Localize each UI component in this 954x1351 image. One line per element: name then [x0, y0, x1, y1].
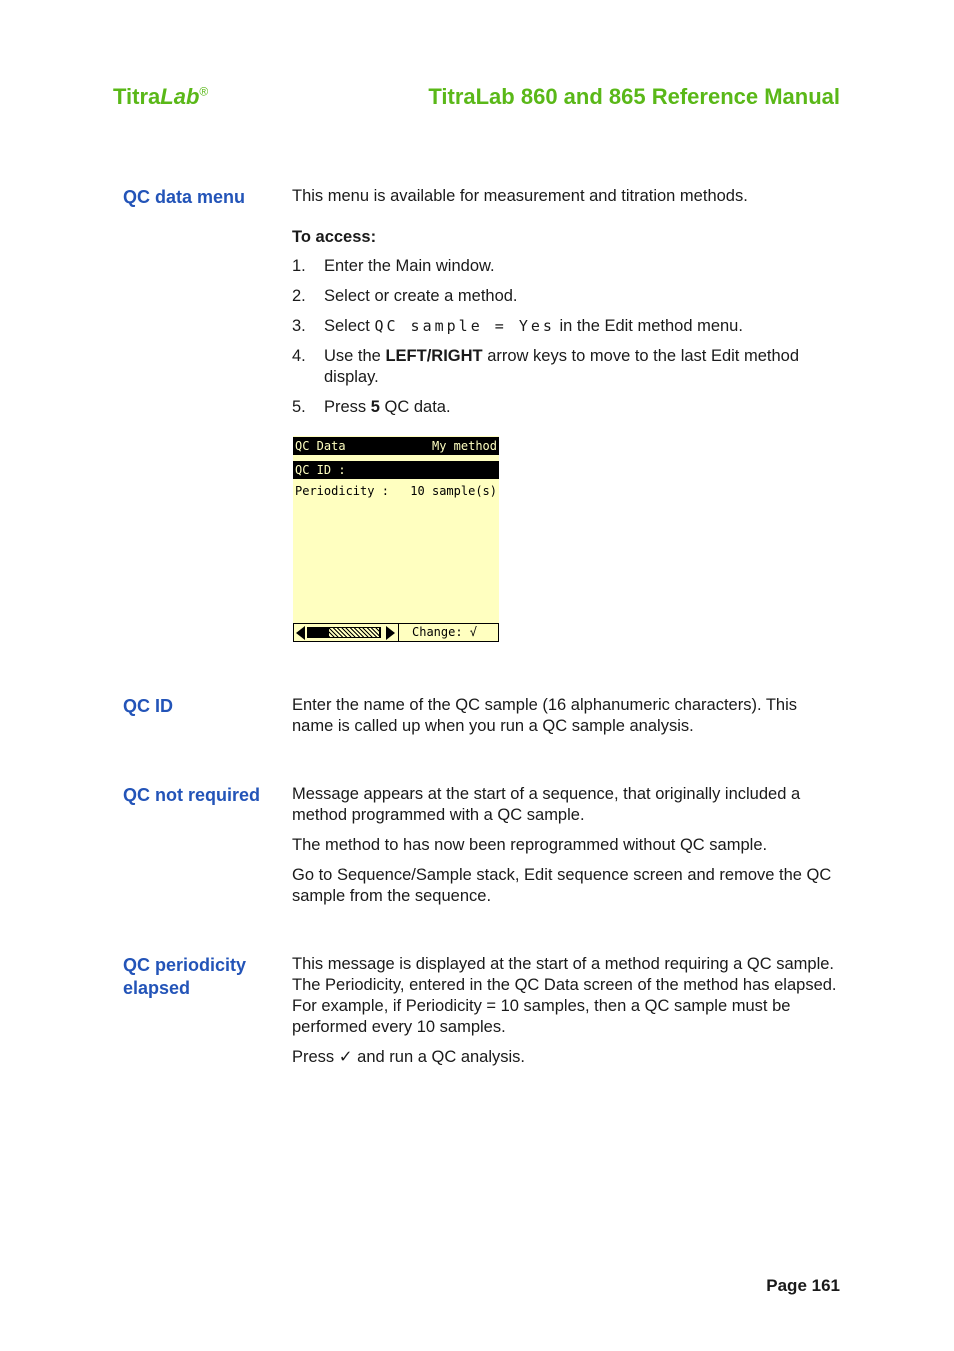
arrow-right-icon: [386, 626, 395, 640]
page-number: Page 161: [766, 1276, 840, 1295]
lcd-title-bar: [293, 437, 499, 455]
code-text: QC sample = Yes: [374, 317, 555, 335]
step-item: 2. Select or create a method.: [292, 287, 518, 305]
section-title-qc-periodicity: QC periodicity elapsed: [123, 955, 247, 998]
section-body-qc-periodicity: This message is displayed at the start of a method requiring a QC sample. The Periodicity, entered in the QC Data screen of the method has elapsed. For example, if Periodicity = 10 samples, then a QC sample must be performed every 10 samples. Press ✓ and run a QC analysis.: [292, 955, 837, 1066]
access-label: To access:: [292, 228, 377, 246]
section-title-qc-data-menu: QC data menu: [123, 187, 246, 207]
step-item: 1. Enter the Main window.: [292, 257, 495, 275]
lcd-change-label: Change: √: [412, 625, 478, 639]
section-body-qc-id: Enter the name of the QC sample (16 alphanumeric characters). This name is called up when you run a QC sample analysis.: [292, 696, 798, 735]
arrow-left-icon: [296, 626, 305, 640]
section-title-qc-id: QC ID: [123, 696, 174, 716]
lcd-screen: [293, 436, 499, 642]
step-item: 5. Press 5 QC data.: [292, 398, 451, 416]
manual-title: TitraLab 860 and 865 Reference Manual: [428, 84, 840, 109]
check-icon: ✓: [338, 1048, 353, 1066]
lcd-row-qc-id: QC ID :: [293, 461, 499, 479]
step-item: 3. Select QC sample = Yes in the Edit method menu.: [292, 317, 743, 335]
intro-text: This menu is available for measurement and titration methods.: [292, 187, 748, 205]
access-steps: [292, 256, 837, 418]
section-title-qc-not-required: QC not required: [123, 785, 261, 805]
brand-logo: [113, 84, 208, 110]
lcd-title-right: My method: [431, 439, 497, 453]
brand-plain: Titra: [113, 84, 161, 109]
lcd-bottom-bar: [293, 623, 499, 642]
brand-italic: Lab: [160, 84, 200, 109]
scroll-bar-icon: [307, 627, 381, 638]
section-body-qc-not-required: Message appears at the start of a sequence, that originally included a method programmed with a QC sample. The method to has now been reprogrammed without QC sample. Go to Sequence/Sample stack, Edit sequence screen and remove the QC sample from the sequence.: [292, 785, 832, 905]
step-item: 4. Use the LEFT/RIGHT arrow keys to move to the last Edit method display.: [292, 347, 800, 386]
lcd-row-periodicity: Periodicity : 10 sample(s): [295, 484, 497, 498]
section-body-qc-data-menu: [292, 186, 837, 427]
lcd-title-left: QC Data: [295, 439, 346, 453]
brand-mark: ®: [199, 84, 209, 99]
